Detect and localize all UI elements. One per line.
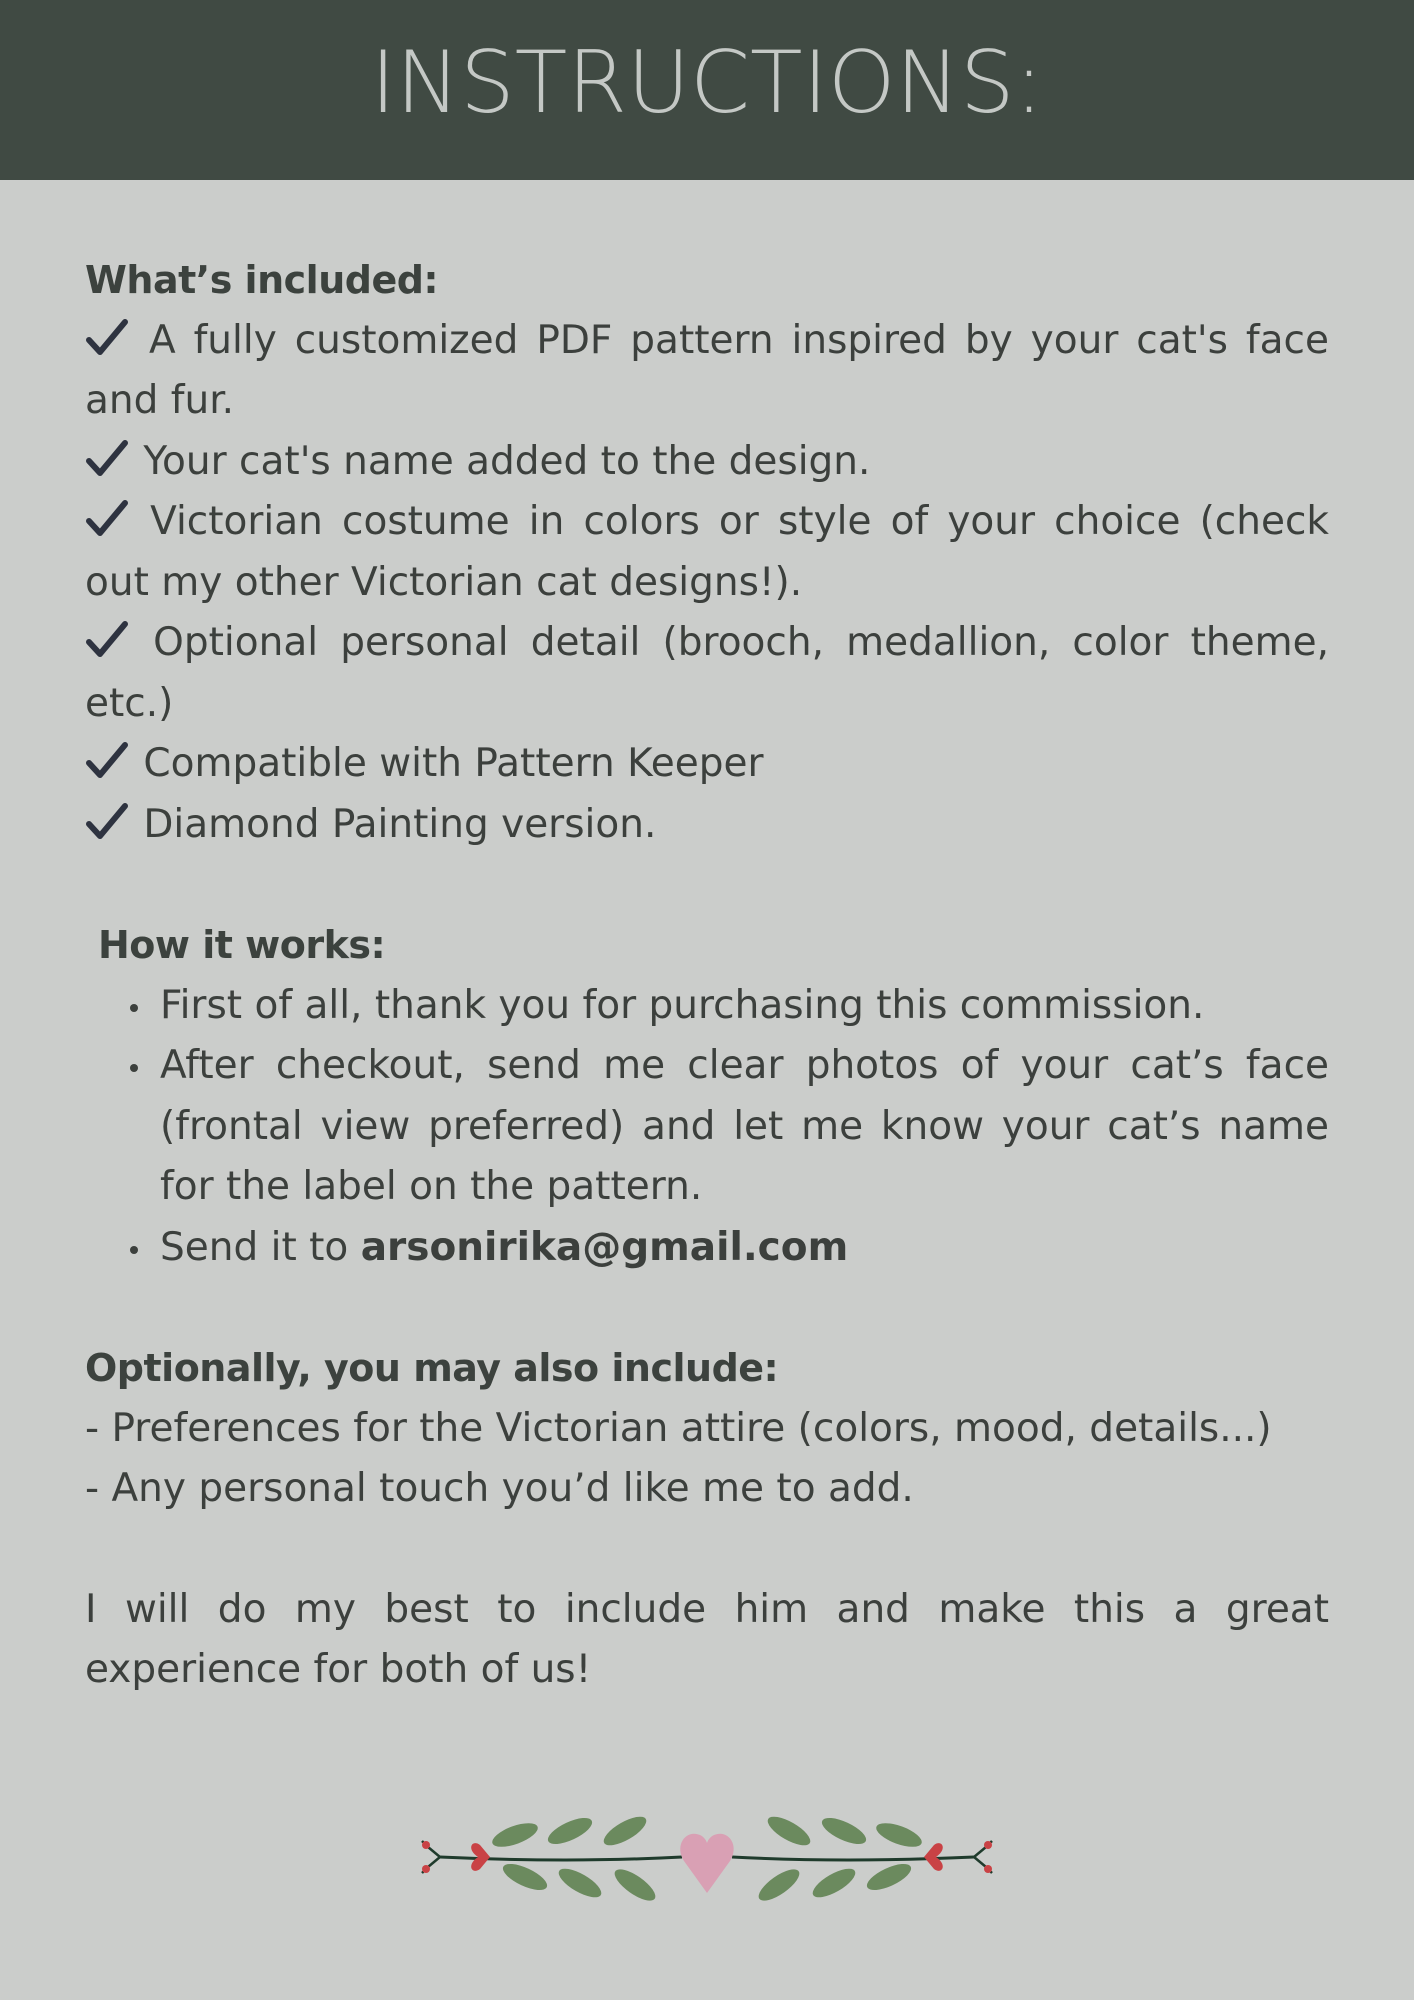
optional-line: - Any personal touch you’d like me to add. xyxy=(85,1466,914,1511)
how-heading: How it works: xyxy=(98,923,386,967)
list-item: First of all, thank you for purchasing this commission. xyxy=(160,976,1329,1037)
included-item: Your cat's name added to the design. xyxy=(85,432,1329,493)
included-item: Diamond Painting version. xyxy=(85,795,1329,856)
section-gap xyxy=(85,1278,1329,1338)
checkmark-icon xyxy=(85,499,131,539)
list-item: After checkout, send me clear photos of your cat’s face (frontal view preferred) and let me know your cat’s name for the label on the pattern. xyxy=(160,1036,1329,1218)
included-item: Victorian costume in colors or style of your choice (check out my other Victorian cat designs!). xyxy=(85,499,1329,605)
page-title: INSTRUCTIONS: xyxy=(370,33,1044,133)
checkmark-icon xyxy=(85,620,131,660)
checkmark-icon xyxy=(85,741,131,781)
optional-heading: Optionally, you may also include: xyxy=(85,1346,779,1390)
included-heading: What’s included: xyxy=(85,258,439,302)
section-gap xyxy=(85,1520,1329,1580)
instructions-content xyxy=(85,250,1329,1701)
included-item: Optional personal detail (brooch, medallion, color theme, etc.) xyxy=(85,620,1329,726)
header-banner xyxy=(0,0,1414,180)
how-steps-list xyxy=(85,976,1329,1279)
optional-line: - Preferences for the Victorian attire (colors, mood, details...) xyxy=(85,1405,1272,1451)
floral-heart-divider xyxy=(420,1805,994,1915)
checkmark-icon xyxy=(85,318,131,358)
included-item: Compatible with Pattern Keeper xyxy=(85,734,1329,795)
closing-text: I will do my best to include him and make this a great experience for both of us! xyxy=(85,1586,1329,1692)
checkmark-icon xyxy=(85,439,131,479)
email-address: arsonirika@gmail.com xyxy=(360,1224,849,1270)
checkmark-icon xyxy=(85,802,131,842)
included-item: A fully customized PDF pattern inspired by your cat's face and fur. xyxy=(85,317,1329,423)
list-item: Send it to arsonirika@gmail.com xyxy=(160,1218,1329,1279)
section-gap xyxy=(85,855,1329,915)
